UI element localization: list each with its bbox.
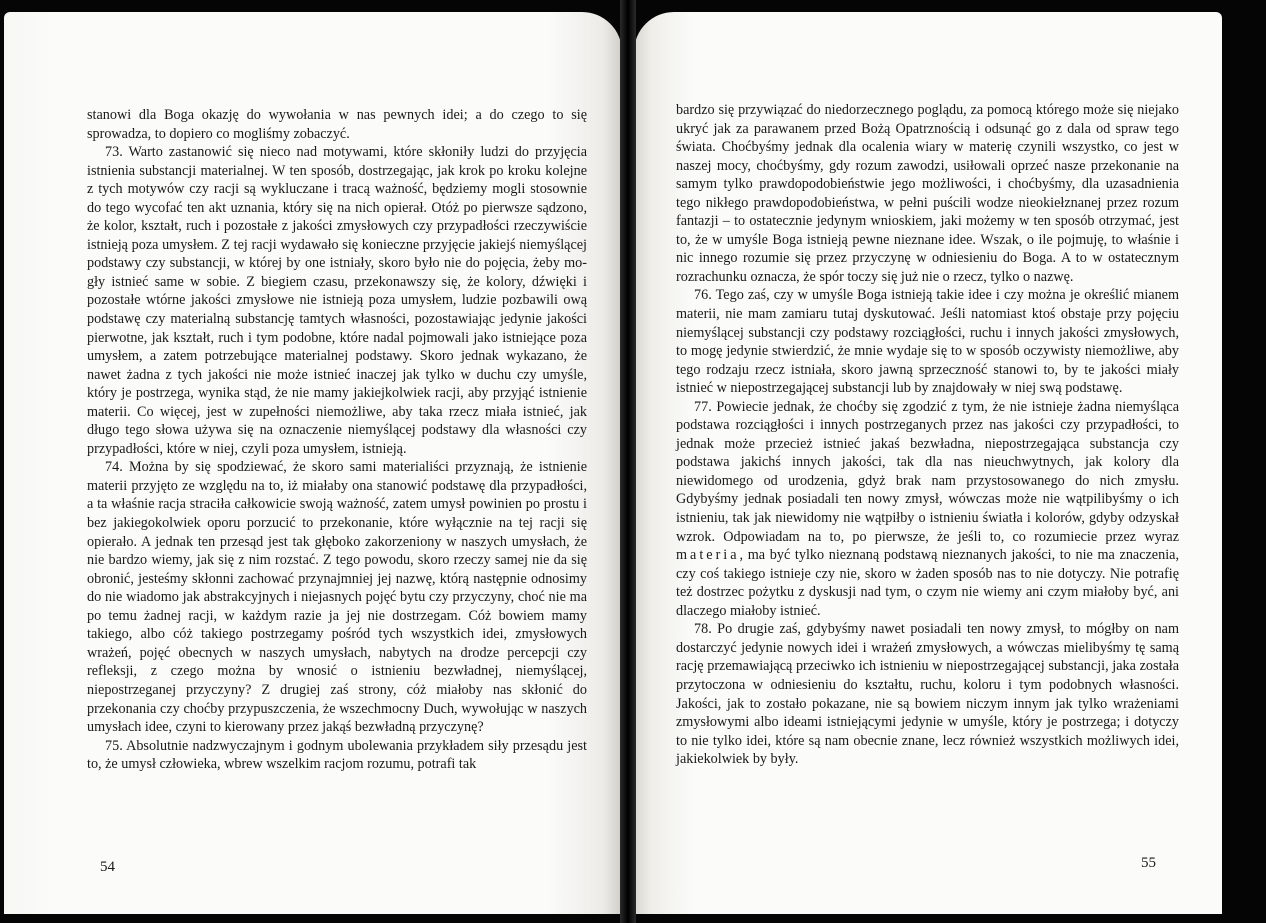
paragraph-73: 73. Warto zastanowić się nieco nad motywami, które skłoniły ludzi do przyjęcia istnienia substancji materialnej. W ten sposób, dostrzegając, jak krok po kroku kolejne z tych motywów czy racji są wykluczane i tracą ważność, będziemy mogli stosownie do tego wycofać ten akt uznania, który się na nich opierał. Otóż po pierwsze sądzono, że kolor, kształt, ruch i pozostałe z jakości zmysłowych czy przypadłości rzeczywiście istnieją poza umysłem. Z tej racji wydawało się konieczne przyjęcie jakiejś niemyślącej podstawy czy substancji, w której by one istniały, skoro było nie do pojęcia, żeby mogły istnieć same w sobie. Z biegiem czasu, przekonawszy się, że kolory, dźwięki i pozostałe wtórne jakości zmysłowe nie istnieją poza umysłem, ludzie pozbawili ową podstawę czy materialną substancję tamtych własności, pozostawiając jedynie jakości pierwotne, jak kształt, ruch i tym podobne, które nadal pojmowali jako istniejące poza umysłem, a zatem potrzebujące materialnej podstawy. Skoro jednak wykazano, że nawet żadna z tych jakości nie może istnieć inaczej jak tylko w duchu czy umyśle, który je postrzega, wynika stąd, że nie mamy jakiejkolwiek racji, aby przyjąć istnienie materii. Co więcej, jest w zupełności niemożliwe, aby taka rzecz miała istnieć, jak długo tego słowa używa się na oznaczenie niemyślącej podstawy dla własności czy przypadłości, które w niej, czyli poza umysłem, istnieją. (87, 144, 587, 457)
paragraph-77-text-before: 77. Powiecie jednak, że choćby się zgodzić z tym, że nie istnieje żadna niemyśląca podstawa rozciągłości i innych postrzeganych przez nas jakości czy przypadłości, to jednak może przecież istnieć jakaś bezwładna, niepostrzegająca substancja czy podstawa jakichś innych jakości, tak dla nas nieuchwytnych, jak kolory dla niewidomego od urodzenia, gdyż brak nam przystosowanego do nich zmysłu. Gdybyśmy jednak posiadali ten nowy zmysł, wówczas może nie wątpilibyśmy o ich istnieniu, tak jak niewidomy nie wątpiłby o istnieniu światła i kolorów, gdyby odzyskał wzrok. Odpowiadam na to, po pierwsze, że jeśli to, co rozumiecie przez wyraz (676, 398, 1179, 545)
left-page-text (87, 106, 587, 774)
right-page (634, 12, 1222, 914)
page-number-right: 55 (1141, 855, 1156, 871)
scan-dark-edge (1222, 0, 1266, 923)
paragraph-75-continued: bardzo się przywiązać do niedorzecznego poglądu, za pomocą którego może się niejako ukryć jak za parawanem przed Bożą Opatrznością i odsunąć go z dala od spraw tego świata. Choćbyśmy jednak dla ocalenia wiary w materię czynili wszystko, co jest w naszej mocy, choćbyśmy, gdy rozum zawodzi, usiłowali oprzeć nasze przekonanie na samym tylko prawdopodobieństwie jego możliwości, i choćbyśmy, dla uzasadnienia tego nikłego prawdopodobieństwa, w pełni puścili wodze nieokiełznanej przez rozum fantazji – to ostatecznie jedynym wnioskiem, jaki możemy w ten sposób otrzymać, jest to, że w umyśle Boga istnieją pewne nieznane idee. Wszak, o ile pojmuję, to właśnie i nic innego rozumie się przez przyczynę w odniesieniu do Boga. A to w ostatecznym rozrachunku oznacza, że spór toczy się już nie o rzecz, tylko o nazwę. (676, 102, 1179, 285)
page-number-left: 54 (100, 859, 115, 875)
book-gutter (620, 0, 636, 923)
paragraph-75: 75. Absolutnie nadzwyczajnym i godnym ubolewania przykładem siły przesądu jest to, że umysł człowieka, wbrew wszelkim racjom rozumu, potrafi tak (87, 737, 587, 773)
paragraph-continued: stanowi dla Boga okazję do wywołania w nas pewnych idei; a do czego to się sprowadza, to dopiero co mogliśmy zobaczyć. (87, 107, 587, 142)
paragraph-77 (676, 398, 1179, 621)
spaced-term-materia: materia (676, 547, 740, 564)
paragraph-77-text-after: , ma być tylko nieznaną podstawą nieznanych jakości, to nie ma znaczenia, czy coś takiego istnieje czy nie, skoro w żaden sposób nas to nie dotyczy. Nie potrafię też dostrzec pożytku z dyskusji nad tym, o czym nie wiemy ani czym miałoby być, ani dlaczego miałoby istnieć. (676, 547, 1179, 619)
paragraph-74: 74. Można by się spodziewać, że skoro sami materialiści przyznają, że istnienie materii przyjęto ze względu na to, iż miałaby ona stanowić podstawę dla przypadłości, a ta właśnie racja straciła całkowicie swoją ważność, zatem umysł powinien po prostu i bez jakiegokolwiek oporu porzucić to przekonanie, które wyłącznie na tej racji się opierało. A jednak ten przesąd jest tak głęboko zakorzeniony w naszych umysłach, że nie bardzo wiemy, jak się z nim rozstać. Z tego powodu, skoro rzeczy samej nie da się obronić, jesteśmy skłonni zachować przynajmniej jej nazwę, którą następnie odnosimy do nie wiadomo jak abstrakcyjnych i niejasnych pojęć bytu czy przyczyny, choć nie ma po temu żadnej racji, w każdym razie ja jej nie dostrzegam. Cóż bowiem mamy takiego, albo cóż takiego postrzegamy pośród tych wszystkich idei, zmysłowych wrażeń, pojęć obecnych w naszych umysłach, nabytych na drodze percepcji czy refleksji, z czego można by wnosić o istnieniu bezwładnej, niemyślącej, niepostrzeganej przyczyny? Z drugiej zaś strony, cóż miałoby nas skłonić do przekonania czy choćby przypuszczenia, że wszechmocny Duch, wywołując w naszych umysłach idee, czyni to kierowany przez jakąś bezwładną przyczynę? (87, 459, 587, 736)
right-page-text (676, 101, 1179, 769)
left-page (4, 12, 622, 914)
paragraph-78: 78. Po drugie zaś, gdybyśmy nawet posiadali ten nowy zmysł, to mógłby on nam dostarczyć jedynie nowych idei i wrażeń zmysłowych, a wówczas mielibyśmy tę samą rację przemawiającą przeciwko ich istnieniu w niepostrzegającej substancji, jaka została przytoczona w odniesieniu do kształtu, ruchu, koloru i tym podobnych własności. Jakości, jak to zostało pokazane, nie są bowiem niczym innym jak tylko wrażeniami zmysłowymi albo ideami istniejącymi jedynie w umyśle, który je postrzega; i dotyczy to nie tylko idei, które są nam obecnie znane, lecz również wszystkich możliwych idei, jakiekolwiek by były. (676, 621, 1179, 768)
paragraph-76: 76. Tego zaś, czy w umyśle Boga istnieją takie idee i czy można je określić mianem materii, nie mam zamiaru tutaj dyskutować. Jeśli natomiast ktoś obstaje przy pojęciu niemyślącej substancji czy podstawy rozciągłości, ruchu i innych jakości zmysłowych, to mogę jedynie stwierdzić, że mnie wydaje się to w sposób oczywisty niemożliwe, aby tego rodzaju rzecz istniała, skoro jawną sprzeczność stanowi to, by te jakości miały istnieć w niepostrzegającej substancji lub by znajdowały w niej swą podstawę. (676, 287, 1179, 397)
